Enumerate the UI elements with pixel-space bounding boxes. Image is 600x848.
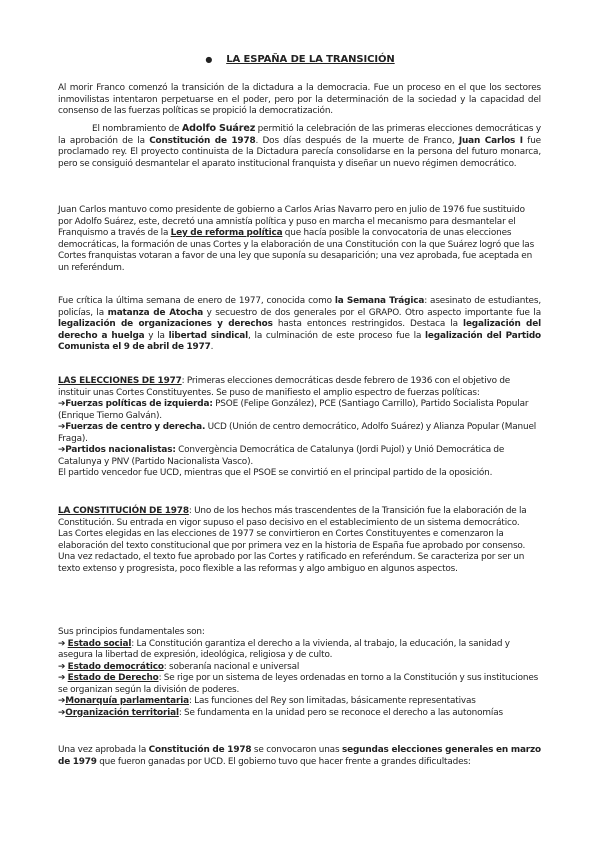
- principios-intro: Sus principios fundamentales son:: [58, 627, 205, 637]
- principio-estado-democratico: ➔ Estado democrático: soberanía nacional e universal: [58, 661, 300, 672]
- arrow-icon: ➔: [58, 445, 66, 455]
- bold-constitucion-1978: Constitución de 1978: [148, 745, 252, 755]
- arrow-icon: ➔: [58, 422, 66, 432]
- bold-partido-comunista: legalización del Partido Comunista el 9 de abril de 1977: [58, 330, 542, 352]
- bullet-icon: ●: [205, 55, 213, 64]
- bold-legalizacion: legalización de organizaciones y derechos: [58, 319, 273, 329]
- bold-ley-reforma: Ley de reforma política: [170, 228, 283, 238]
- section-principios: [58, 627, 541, 719]
- constitucion-paragraph-cortes: Las Cortes elegidas en las elecciones de 1977 se convirtieron en Cortes Constituyentes e comenzaron la elaboración del texto constitucional que por primera vez en la historia de España fue aprobado por consenso.: [58, 529, 526, 551]
- bold-semana-tragica: la Semana Trágica: [334, 296, 425, 306]
- principio-organizacion-territorial: ➔Organización territorial: Se fundamenta en la unidad pero se reconoce el derecho a las autonomías: [58, 707, 503, 718]
- constitucion-paragraph-referendum: Una vez redactado, el texto fue aprobado por las Cortes y ratificado en referéndum. Se caracteriza por ser un texto extenso y progresista, poco flexible a las reformas y algo ambiguo en algunos aspectos.: [58, 552, 525, 574]
- paragraph-reforma: Juan Carlos mantuvo como presidente de gobierno a Carlos Arias Navarro pero en julio de 1976 fue sustituido por Adolfo Suárez, este, decretó una amnistía política y puso en marcha el mecanismo para desmantelar el Franquismo a través de la Ley de reforma política que hacía posible la convocatoria de unas elecciones democráticas, la formación de unas Cortes y la elaboración de una Constitución con la que Suárez logró que las Cortes franquistas votaran a favor de una ley que suponía su desaparición; una vez aprobada, fue aceptada en un referéndum.: [58, 205, 535, 273]
- page-title-text: LA ESPAÑA DE LA TRANSICIÓN: [226, 54, 395, 65]
- principio-monarquia: ➔Monarquía parlamentaria: Las funciones del Rey son limitadas, básicamente representativas: [58, 696, 476, 706]
- list-item-nacionalistas: ➔Partidos nacionalistas: Convergència Democrática de Catalunya (Jordi Pujol) y Unió Democrática de Catalunya y PNV (Partido Nacionalista Vasco).: [58, 445, 505, 467]
- arrow-icon: ➔: [58, 638, 66, 649]
- page-title: [0, 54, 600, 65]
- heading-elecciones: LAS ELECCIONES DE 1977: [58, 376, 182, 386]
- bold-libertad-sindical: libertad sindical: [168, 330, 249, 341]
- paragraph-suarez: El nombramiento de Adolfo Suárez permitió la celebración de las primeras elecciones democráticas y la aprobación de la Constitución de 1978. Dos días después de la muerte de Franco, Juan Carlos I fue proclamado rey. El proyecto continuista de la Dictadura parecía consolidarse en la persona del futuro monarca, pero se consiguió desmantelar el aparato institucional franquista y diseñar un nuevo régimen democrático.: [58, 123, 541, 169]
- paragraph-intro: Al morir Franco comenzó la transición de la dictadura a la democracia. Fue un proceso en el que los sectores inmovilistas intentaron perpetuarse en el poder, pero por la determinación de la sociedad y la capacidad del consenso de las fuerzas políticas se propició la democratización.: [58, 83, 541, 116]
- paragraph-elecciones-1979: Una vez aprobada la Constitución de 1978 se convocaron unas segundas elecciones generales en marzo de 1979 que fueron ganadas por UCD. El gobierno tuvo que hacer frente a grandes dificultades:: [58, 745, 541, 767]
- arrow-icon: ➔: [58, 707, 66, 718]
- arrow-icon: ➔: [58, 673, 66, 683]
- bold-constitucion: Constitución de 1978: [149, 135, 256, 146]
- principio-estado-social: ➔ Estado social: La Constitución garantiza el derecho a la vivienda, al trabajo, la educación, la sanidad y asegura la libertad de expresión, ideológica, religiosa y de culto.: [58, 638, 510, 660]
- paragraph-semana-tragica: Fue crítica la última semana de enero de 1977, conocida como la Semana Trágica: asesinato de estudiantes, policías, la matanza de Atocha y secuestro de dos generales por el GRAPO. Otro aspecto importante fue la legalización de organizaciones y derechos hasta entonces restringidos. Destaca la legalización del derecho a huelga y la libertad sindical, la culminación de este proceso fue la legalización del Partido Comunista el 9 de abril de 1977.: [58, 296, 542, 352]
- bold-huelga: legalización del derecho a huelga: [58, 319, 541, 341]
- bold-segundas-elecciones: segundas elecciones generales en marzo de 1979: [58, 745, 541, 767]
- arrow-icon: ➔: [58, 696, 66, 706]
- arrow-icon: ➔: [58, 399, 66, 409]
- heading-constitucion: LA CONSTITUCIÓN DE 1978: [58, 506, 189, 516]
- elecciones-outro: El partido vencedor fue UCD, mientras que el PSOE se convirtió en el principal partido de la oposición.: [58, 468, 493, 478]
- list-item-centro-derecha: ➔Fuerzas de centro y derecha. UCD (Unión de centro democrático, Adolfo Suárez) y Alianza Popular (Manuel Fraga).: [58, 422, 537, 444]
- section-elecciones-1977: LAS ELECCIONES DE 1977: Primeras elecciones democráticas desde febrero de 1936 con el objetivo de instituir unas Cortes Constituyentes. Se puso de manifiesto el amplio espectro de fuerzas políticas: ➔Fuerzas políticas de izquierda: PSOE (Felipe González), PCE (Santiago Carrillo), Partido Socialista Popular (Enrique Tierno Galván). ➔Fuerzas de centro y derecha. UCD (Unión de centro democrático, Adolfo Suárez) y Alianza Popular (Manuel Fraga). ➔Partidos nacionalistas: Convergència Democrática de Catalunya (Jordi Pujol) y Unió Democrática de Catalunya y PNV (Partido Nacionalista Vasco). El partido vencedor fue UCD, mientras que el PSOE se convirtió en el principal partido de la oposición.: [58, 376, 541, 480]
- arrow-icon: ➔: [58, 661, 66, 672]
- bold-juan-carlos: Juan Carlos I: [458, 135, 523, 146]
- list-item-izquierda: ➔Fuerzas políticas de izquierda: PSOE (Felipe González), PCE (Santiago Carrillo), Partido Socialista Popular (Enrique Tierno Galván).: [58, 399, 529, 421]
- bold-adolfo-suarez: Adolfo Suárez: [181, 123, 256, 134]
- section-constitucion-1978: LA CONSTITUCIÓN DE 1978: Uno de los hechos más trascendentes de la Transición fue la elaboración de la Constitución. Su entrada en vigor supuso el paso decisivo en el establecimiento de un sistema democrático. Las Cortes elegidas en las elecciones de 1977 se convirtieron en Cortes Constituyentes e comenzaron la elaboración del texto constitucional que por primera vez en la historia de España fue aprobado por consenso. Una vez redactado, el texto fue aprobado por las Cortes y ratificado en referéndum. Se caracteriza por ser un texto extenso y progresista, poco flexible a las reformas y algo ambiguo en algunos aspectos.: [58, 506, 541, 575]
- principio-estado-derecho: ➔ Estado de Derecho: Se rige por un sistema de leyes ordenadas en torno a la Constitución y sus instituciones se organizan según la división de poderes.: [58, 673, 539, 695]
- bold-matanza-atocha: matanza de Atocha: [107, 307, 204, 318]
